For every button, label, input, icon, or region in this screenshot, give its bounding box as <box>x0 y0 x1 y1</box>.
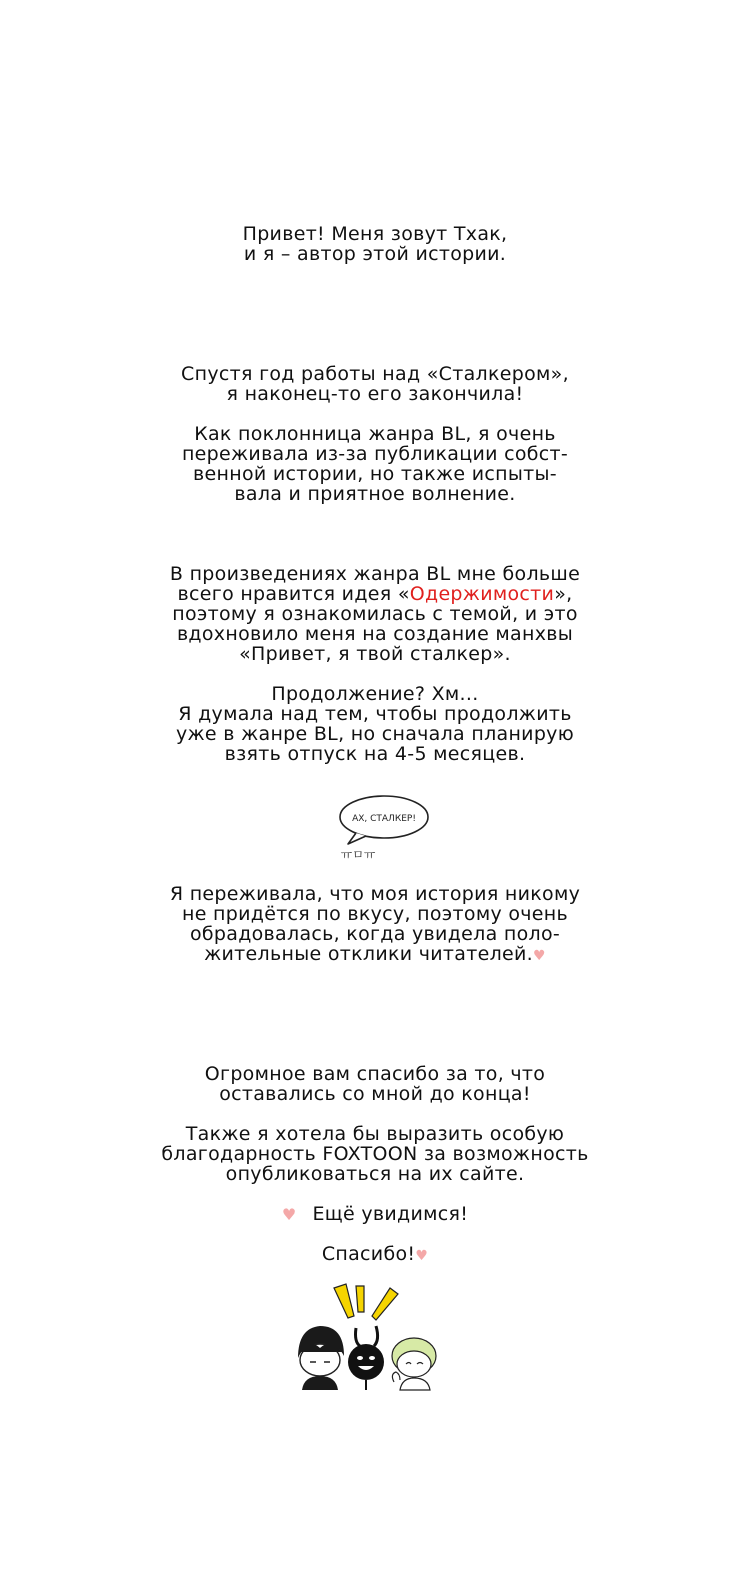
text-part: », <box>554 583 573 605</box>
bubble-text: АХ, СТАЛКЕР! <box>352 814 416 824</box>
speech-bubble-icon <box>330 792 440 864</box>
exclaim-mark <box>334 1284 354 1318</box>
text-line: Я думала над тем, чтобы продолжить <box>178 703 572 725</box>
text-line: оставались со мной до конца! <box>219 1083 531 1105</box>
text-line: обрадовалась, когда увидела поло- <box>189 923 561 945</box>
text-line: Огромное вам спасибо за то, что <box>204 1063 546 1085</box>
thanks-line <box>0 1244 750 1266</box>
text-line: переживала из-за публикации собст- <box>181 443 569 465</box>
intro-line-1: Привет! Меня зовут Тхак, <box>242 223 508 245</box>
text-line: не придётся по вкусу, поэтому очень <box>181 903 568 925</box>
farewell-text: Ещё увидимся! <box>312 1203 469 1225</box>
text-line: опубликоваться на их сайте. <box>225 1163 525 1185</box>
text-line: «Привет, я твой сталкер». <box>239 643 511 665</box>
characters-illustration <box>290 1280 450 1392</box>
highlighted-word: Одержимости <box>409 583 555 605</box>
text-part: жительные отклики читателей. <box>204 943 534 965</box>
farewell-line <box>0 1204 750 1225</box>
heart-icon: ♥ <box>415 1248 429 1264</box>
text-line: вдохновило меня на создание манхвы <box>176 623 574 645</box>
heart-icon: ♥ <box>281 1205 297 1224</box>
text-line: Спустя год работы над «Сталкером», <box>181 363 569 385</box>
heart-icon: ♥ <box>533 948 546 964</box>
crying-face: ㅠㅁㅠ <box>340 848 376 862</box>
text-line: Продолжение? Хм... <box>271 683 479 705</box>
exclaim-mark <box>356 1286 364 1312</box>
intro-line-2: и я – автор этой истории. <box>243 243 507 265</box>
text-line: Я переживала, что моя история никому <box>169 883 581 905</box>
exclaim-mark <box>372 1288 398 1320</box>
text-line-highlight <box>0 584 750 604</box>
text-line: Также я хотела бы выразить особую <box>185 1123 565 1145</box>
speech-bubble-illustration <box>330 792 440 864</box>
text-line: благодарность FOXTOON за возможность <box>161 1143 589 1165</box>
text-line: я наконец-то его закончила! <box>226 383 524 405</box>
text-line: Как поклонница жанра BL, я очень <box>194 423 556 445</box>
text-line: уже в жанре BL, но сначала планирую <box>175 723 575 745</box>
text-line: В произведениях жанра BL мне больше <box>169 563 581 585</box>
text-line: венной истории, но также испыты- <box>193 463 557 485</box>
text-part: всего нравится идея « <box>177 583 410 605</box>
characters-icon <box>290 1280 450 1392</box>
thanks-text: Спасибо! <box>321 1243 416 1265</box>
text-line: вала и приятное волнение. <box>234 483 516 505</box>
text-line-with-heart <box>0 944 750 966</box>
text-line: взять отпуск на 4-5 месяцев. <box>224 743 526 765</box>
text-line: поэтому я ознакомилась с темой, и это <box>172 603 578 625</box>
